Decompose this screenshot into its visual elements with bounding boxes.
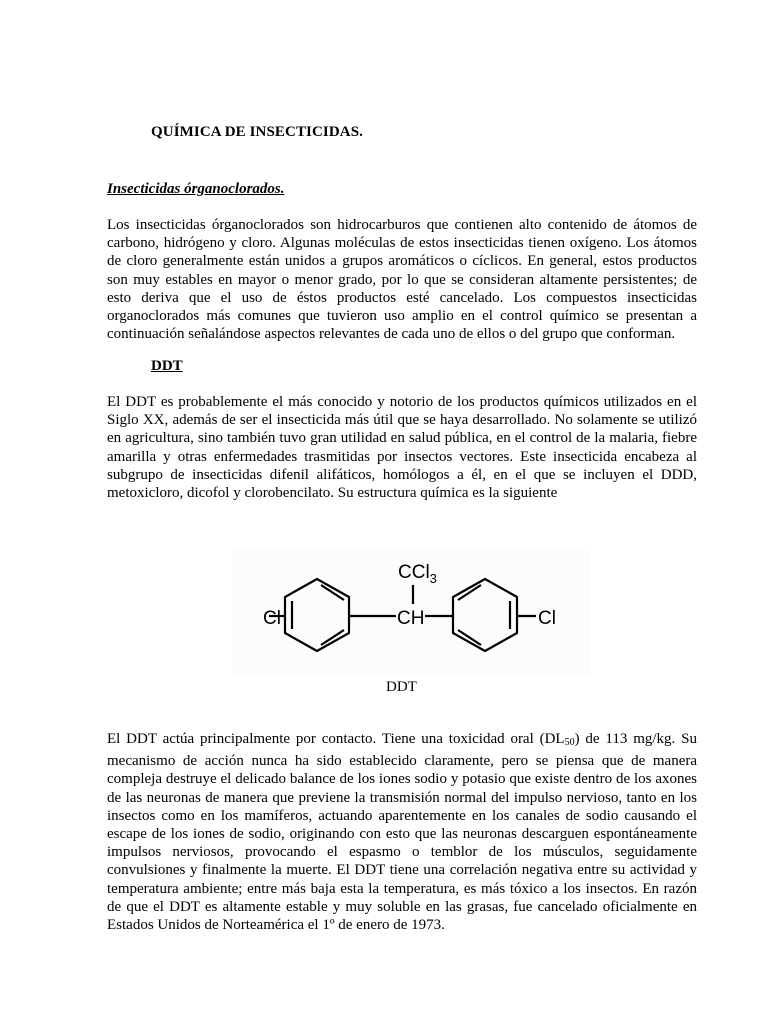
left-benzene-ring bbox=[285, 579, 349, 651]
cl-left-label: Cl bbox=[263, 608, 281, 629]
dl50-subscript: 50 bbox=[564, 737, 575, 748]
paragraph-intro: Los insecticidas órganoclorados son hidrocarburos que contienen alto contenido de átomos de carbono, hidrógeno y cloro. Algunas moléculas de estos insecticidas tienen oxígeno. Los átomos de cloro generalmente están unidos a grupos aromáticos o cíclicos. En general, estos productos son muy estables en mayor o menor grado, por lo que se consideran altamente persistentes; de esto deriva que el uso de éstos productos esté cancelado. Los compuestos insecticidas organoclorados más comunes que tuvieron uso amplio en el control químico se presentan a continuación señalándose aspectos relevantes de cada uno de ellos o del grupo que conforman. bbox=[107, 217, 697, 343]
subheading-ddt: DDT bbox=[151, 358, 183, 374]
paragraph-ddt-mechanism-part1: El DDT actúa principalmente por contacto. Tiene una toxicidad oral (DL bbox=[107, 731, 565, 747]
ddt-structure-figure bbox=[233, 550, 590, 675]
paragraph-ddt-mechanism-part2: ) de 113 mg/kg. Su mecanismo de acción nunca ha sido establecido claramente, pero se piensa que de manera compleja destruye el delicado balance de los iones sodio y potasio que existe dentro de los axones de las neuronas de manera que previene la transmisión normal del impulso nervioso, tanto en los insectos como en los mamíferos, actuando aparentemente en los canales de sodio causando el escape de los iones de sodio, originando con esto que las neuronas descarguen espontáneamente impulsos nerviosos, provocando el espasmo o temblor de los músculos, seguidamente convulsiones y finalmente la muerte. El DDT tiene una correlación negativa entre su actividad y temperatura ambiente; entre más baja esta la temperatura, es más tóxico a los insectos. En razón de que el DDT es altamente estable y muy soluble en las grasas, fue cancelado oficialmente en Estados Unidos de Norteamérica el 1º de enero de 1973. bbox=[107, 731, 697, 934]
ccl3-label: CCl$_3$ bbox=[398, 562, 437, 586]
ch-label: CH bbox=[397, 608, 425, 629]
paragraph-ddt-mechanism bbox=[107, 730, 697, 934]
cl-right-label: Cl bbox=[538, 608, 556, 629]
figure-caption: DDT bbox=[386, 679, 417, 695]
ddt-structure-diagram bbox=[233, 550, 590, 675]
section-title: Insecticidas órganoclorados. bbox=[107, 181, 285, 197]
page-title: QUÍMICA DE INSECTICIDAS. bbox=[151, 124, 364, 140]
paragraph-ddt-description: El DDT es probablemente el más conocido y notorio de los productos químicos utilizados en el Siglo XX, además de ser el insecticida más útil que se haya desarrollado. No solamente se utilizó en agricultura, sino también tuvo gran utilidad en salud pública, en el control de la malaria, fiebre amarilla y otras enfermedades trasmitidas por insectos vectores. Este insecticida encabeza al subgrupo de insecticidas difenil alifáticos, homólogos a él, en el que se incluyen el DDD, metoxicloro, dicofol y clorobencilato. Su estructura química es la siguiente bbox=[107, 394, 697, 502]
right-benzene-ring bbox=[453, 579, 517, 651]
